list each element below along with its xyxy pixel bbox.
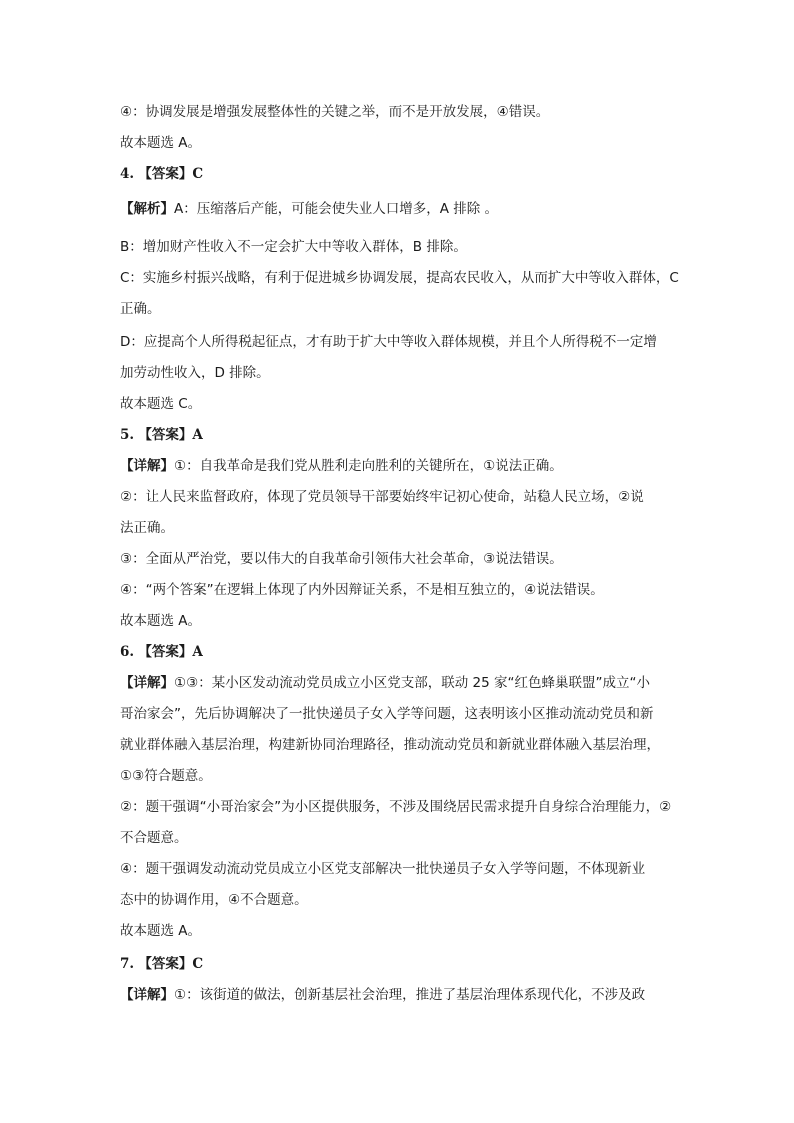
text-line: ④：协调发展是增强发展整体性的关键之举，而不是开放发展，④错误。 (120, 104, 550, 120)
text-line: ①③符合题意。 (120, 768, 212, 784)
answer-heading-4 (120, 164, 203, 184)
text-line: ②：题干强调“小哥治家会”为小区提供服务，不涉及围绕居民需求提升自身综合治理能力，② (120, 799, 672, 815)
text-line: C：实施乡村振兴战略，有利于促进城乡协调发展，提高农民收入，从而扩大中等收入群体，C (120, 270, 679, 286)
text-line: D：应提高个人所得税起征点，才有助于扩大中等收入群体规模，并且个人所得税不一定增 (120, 334, 657, 350)
detail-line: 【详解】①：该街道的做法，创新基层社会治理，推进了基层治理体系现代化，不涉及政 (120, 987, 646, 1003)
text-line: ③：全面从严治党，要以伟大的自我革命引领伟大社会革命，③说法错误。 (120, 551, 563, 567)
answer-letter: A (192, 427, 203, 443)
analysis-tag: 【解析】 (120, 201, 174, 217)
answer-heading-7 (120, 954, 203, 974)
answer-tag: 【答案】 (138, 427, 193, 443)
text-line: 加劳动性收入，D 排除。 (120, 365, 270, 381)
detail-line: 【详解】①③：某小区发动流动党员成立小区党支部，联动 25 家“红色蜂巢联盟”成立“小 (120, 675, 650, 691)
text-line: 故本题选 C。 (120, 396, 202, 412)
answer-letter: A (192, 644, 203, 660)
question-number: 5. (120, 427, 135, 443)
text-line: 故本题选 A。 (120, 135, 202, 151)
answer-tag: 【答案】 (138, 956, 193, 972)
answer-tag: 【答案】 (138, 166, 193, 182)
text-line: ④：题干强调发动流动党员成立小区党支部解决一批快递员子女入学等问题，不体现新业 (120, 861, 646, 877)
question-number: 6. (120, 644, 135, 660)
text-line: 正确。 (120, 301, 161, 317)
text-line: 不合题意。 (120, 830, 188, 846)
answer-letter: C (192, 166, 204, 182)
text-line: 哥治家会”，先后协调解决了一批快递员子女入学等问题，这表明该小区推动流动党员和新 (120, 706, 654, 722)
answer-letter: C (192, 956, 204, 972)
text-line: ②：让人民来监督政府，体现了党员领导干部要始终牢记初心使命，站稳人民立场，②说 (120, 489, 644, 505)
question-number: 7. (120, 956, 135, 972)
text-line: 法正确。 (120, 520, 174, 536)
question-number: 4. (120, 166, 135, 182)
text-line: 就业群体融入基层治理，构建新协同治理路径，推动流动党员和新就业群体融入基层治理， (120, 737, 660, 753)
detail-tag: 【详解】 (120, 987, 174, 1003)
detail-line: 【详解】①：自我革命是我们党从胜利走向胜利的关键所在，①说法正确。 (120, 458, 563, 474)
text-line: 态中的协调作用，④不合题意。 (120, 892, 308, 908)
text-line: B：增加财产性收入不一定会扩大中等收入群体，B 排除。 (120, 239, 467, 255)
answer-tag: 【答案】 (138, 644, 193, 660)
text-line: 故本题选 A。 (120, 923, 202, 939)
detail-tag: 【详解】 (120, 675, 174, 691)
answer-heading-5 (120, 425, 203, 445)
text-line: ④：“两个答案”在逻辑上体现了内外因辩证关系，不是相互独立的，④说法错误。 (120, 582, 604, 598)
text-line: 故本题选 A。 (120, 613, 202, 629)
detail-tag: 【详解】 (120, 458, 174, 474)
answer-heading-6 (120, 642, 203, 662)
analysis-line: 【解析】A：压缩落后产能，可能会使失业人口增多，A 排除 。 (120, 201, 499, 217)
